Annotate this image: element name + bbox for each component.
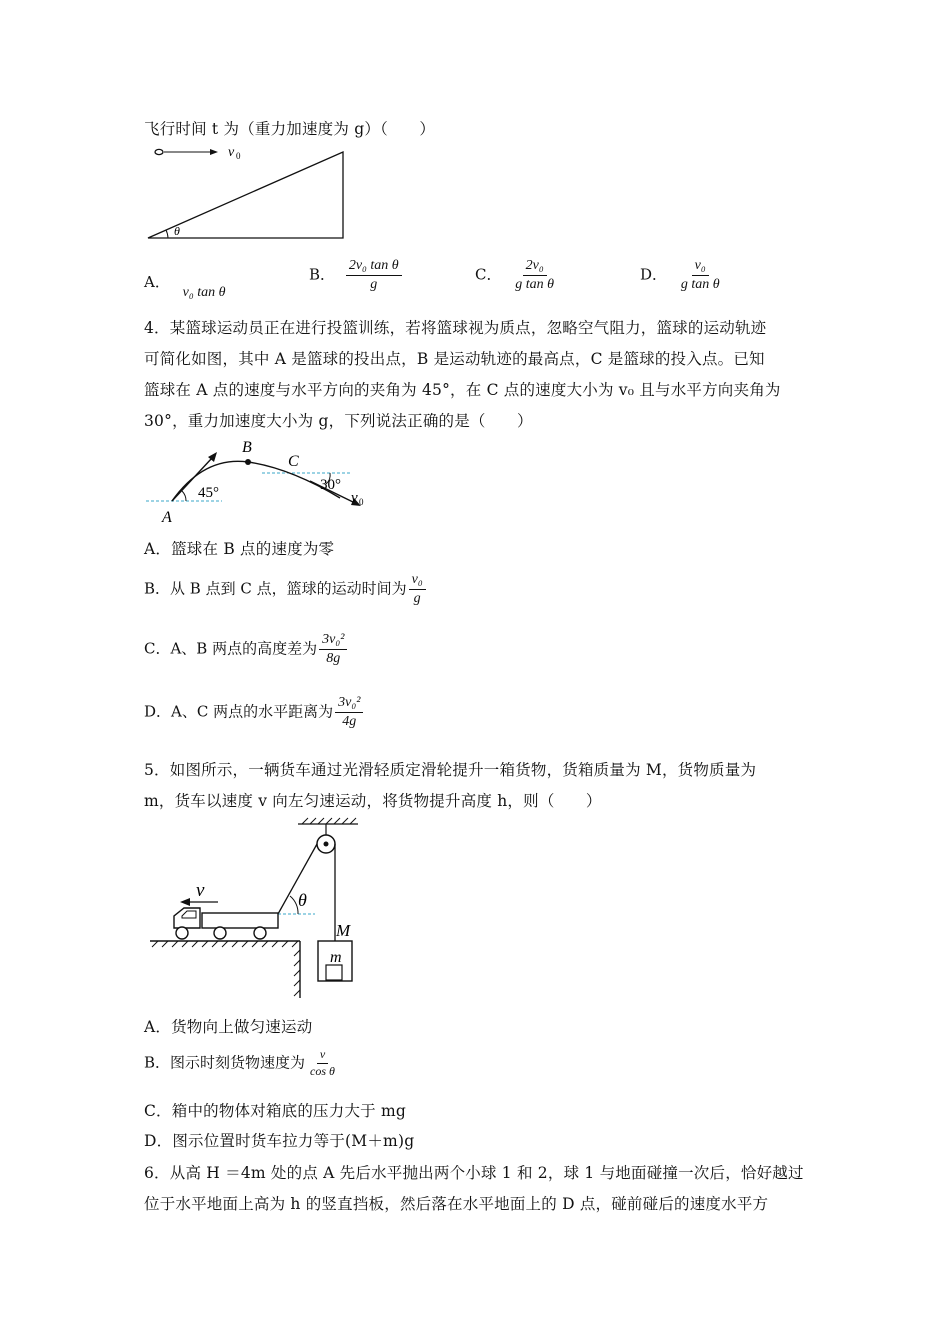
q3-v0-label: v [228,145,235,160]
q4-option-d-den: 4g [342,714,357,730]
q4-option-b-num: v₀ [409,572,426,590]
q5-option-b-text: B．图示时刻货物速度为 [144,1053,306,1072]
q6-line-2: 位于水平地面上高为 h 的竖直挡板，然后落在水平地面上的 D 点，碰前碰后的速度水平方 [144,1195,769,1213]
q3-option-d[interactable] [640,258,725,293]
q4-option-b-text: B．从 B 点到 C 点，篮球的运动时间为 [144,579,407,598]
arrow-right-icon [210,149,218,155]
label-v: v [196,880,205,901]
label-m: m [330,949,342,966]
q3-v0-sub: 0 [236,151,241,161]
option-c-den: g tan θ [515,277,555,293]
label-c: C [288,453,299,470]
option-c-label: C． [475,265,502,284]
q4-option-b-den: g [413,591,421,607]
q4-option-c[interactable] [144,632,349,667]
q4-option-c-text: C．A、B 两点的高度差为 [144,639,318,658]
q5-option-b[interactable] [144,1048,340,1079]
option-d-num: v₀ [692,258,709,276]
option-a-label: A． [144,273,170,291]
q4-basketball-figure [140,438,380,528]
label-a: A [162,509,172,526]
option-d-den: g tan θ [680,277,720,293]
q3-stem-tail: 飞行时间 t 为（重力加速度为 g）（ ） [144,120,436,138]
q4-option-d-text: D．A、C 两点的水平距离为 [144,702,334,721]
q4-option-d[interactable] [144,695,365,730]
q3-theta-label: θ [174,224,180,238]
label-b: B [242,439,252,456]
truck-icon [174,908,278,939]
q4-option-c-den: 8g [326,651,341,667]
q5-option-b-num: v [317,1048,328,1064]
q3-option-b[interactable] [309,258,404,293]
q4-option-a[interactable]: A．篮球在 B 点的速度为零 [144,540,335,558]
q5-line-1: 5．如图所示，一辆货车通过光滑轻质定滑轮提升一箱货物，货箱质量为 M，货物质量为 [144,761,757,779]
q4-line-3: 篮球在 A 点的速度与水平方向的夹角为 45°，在 C 点的速度大小为 v₀ 且与水平方向夹角为 [144,381,781,399]
option-c-num: 2v₀ [523,258,547,276]
option-b-den: g [370,277,378,293]
q5-option-c[interactable]: C．箱中的物体对箱底的压力大于 mg [144,1102,407,1120]
arrow-left-icon [180,898,190,906]
q4-line-4: 30°，重力加速度大小为 g，下列说法正确的是（ ） [144,412,533,430]
angle-c-label: 30° [320,477,341,493]
q5-option-b-den: cos θ [310,1063,335,1078]
option-b-num: 2v₀ tan θ [346,258,402,276]
label-v0-sub: 0 [359,497,364,507]
q4-option-c-num: 3v₀² [319,632,347,650]
q4-line-2: 可简化如图，其中 A 是篮球的投出点，B 是运动轨迹的最高点，C 是篮球的投入点。已知 [144,350,765,368]
point-b [245,459,251,465]
q5-option-a[interactable]: A．货物向上做匀速运动 [144,1018,313,1036]
q6-line-1: 6．从高 H ＝4m 处的点 A 先后水平抛出两个小球 1 和 2，球 1 与地面碰撞一次后，恰好越过 [144,1164,804,1182]
theta-label: θ [298,890,307,910]
option-a-expr: v₀ tan θ [182,285,226,300]
angle-a-label: 45° [198,485,219,501]
option-b-label: B． [309,265,336,284]
q3-option-a[interactable] [144,271,226,300]
q4-line-1: 4．某篮球运动员正在进行投篮训练，若将篮球视为质点，忽略空气阻力，篮球的运动轨迹 [144,319,767,337]
q3-option-c[interactable] [475,258,559,293]
inner-object [326,965,342,980]
label-big-m: M [336,921,351,940]
ball-icon [155,149,163,154]
option-d-label: D． [640,265,668,284]
q5-option-d[interactable]: D．图示位置时货车拉力等于(M＋m)g [144,1132,415,1150]
q4-option-b[interactable] [144,572,428,607]
q5-line-2: m，货车以速度 v 向左匀速运动，将货物提升高度 h，则（ ） [144,792,602,810]
q3-incline-figure [140,140,360,244]
q5-truck-pulley-figure [140,816,370,1001]
label-v0: v [351,490,358,506]
q4-option-d-num: 3v₀² [335,695,363,713]
